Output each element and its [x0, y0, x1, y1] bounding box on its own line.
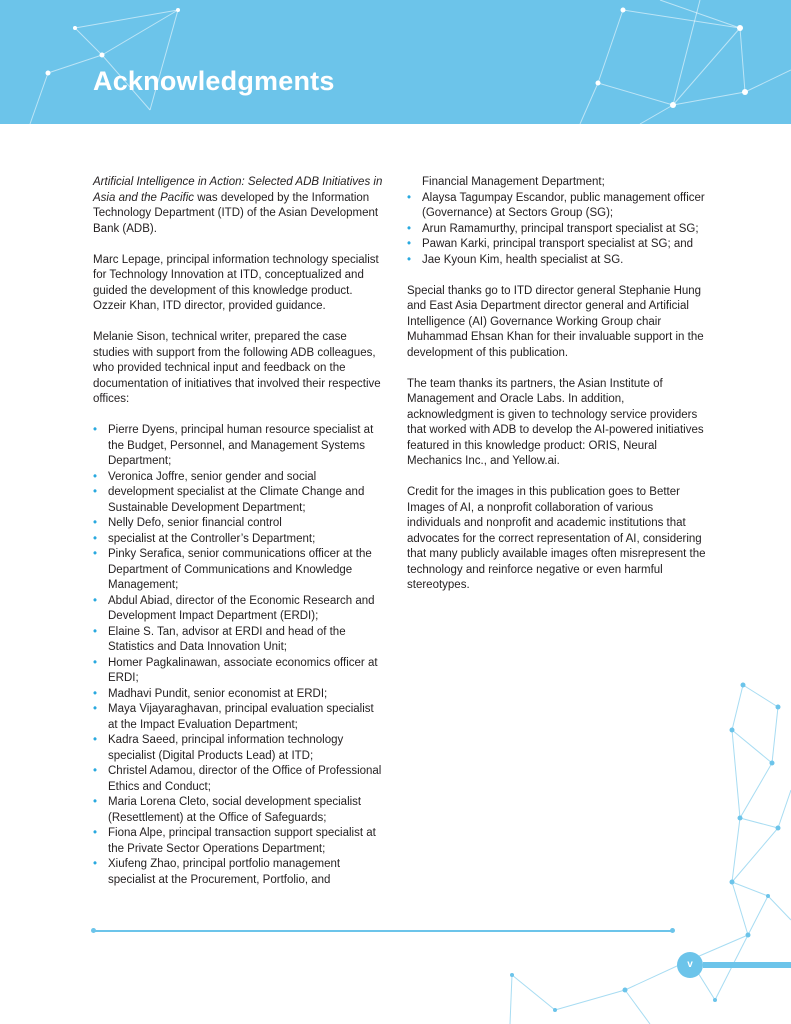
list-item: • Jae Kyoun Kim, health specialist at SG.	[407, 253, 707, 269]
publication-title: Artificial Intelligence in Action: Selected ADB Initiatives in Asia and the Pacific	[93, 176, 383, 204]
list-item: • Nelly Defo, senior financial control	[93, 516, 383, 532]
partners-paragraph: The team thanks its partners, the Asian Institute of Management and Oracle Labs. In addition, acknowledgment is given to technology service providers that worked with ADB to develop the AI-powered initiatives featured in this knowledge product: ORIS, Neural Mechanics Inc., and Yellow.ai.	[407, 377, 704, 467]
list-item: • Alaysa Tagumpay Escandor, public management officer (Governance) at Sectors Group (SG);	[407, 191, 707, 222]
network-decoration-icon	[500, 670, 791, 1024]
list-item: • Fiona Alpe, principal transaction support specialist at the Private Sector Operations Department;	[93, 826, 383, 857]
footer-rule	[93, 930, 673, 932]
list-item: • specialist at the Controller’s Department;	[93, 532, 383, 548]
page-title: Acknowledgments	[93, 66, 335, 96]
contributors-paragraph: Marc Lepage, principal information technology specialist for Technology Innovation at ITD, conceptualized and guided the development of this knowledge product. Ozzeir Khan, ITD director, provided guidance.	[93, 253, 379, 312]
footer-rule-start-dot	[91, 928, 96, 933]
colleague-list-continued	[407, 191, 707, 269]
list-item: • Maria Lorena Cleto, social development specialist (Resettlement) at the Office of Safeguards;	[93, 795, 383, 826]
list-item: • Veronica Joffre, senior gender and social	[93, 470, 383, 486]
network-pattern-icon	[0, 0, 791, 124]
list-item: • Xiufeng Zhao, principal portfolio management specialist at the Procurement, Portfolio, and	[93, 857, 383, 888]
intro-paragraph	[93, 175, 383, 237]
right-column	[407, 175, 707, 609]
list-item: • Abdul Abiad, director of the Economic Research and Development Impact Department (ERDI);	[93, 594, 383, 625]
image-credit-paragraph: Credit for the images in this publication goes to Better Images of AI, a nonprofit collaboration of various individuals and nonprofit and academic institutions that advocates for the correct representation of AI, considering that many publicly available images often misrepresent the technology and reinforce negative or even harmful stereotypes.	[407, 486, 706, 591]
list-item: • development specialist at the Climate Change and Sustainable Development Department;	[93, 485, 383, 516]
list-item: • Pawan Karki, principal transport specialist at SG; and	[407, 237, 707, 253]
list-item: • Madhavi Pundit, senior economist at ERDI;	[93, 687, 383, 703]
list-item: • Elaine S. Tan, advisor at ERDI and head of the Statistics and Data Innovation Unit;	[93, 625, 383, 656]
page-number: v	[677, 952, 703, 978]
intro-rest: was developed by the Information Technology Department (ITD) of the Asian Development Bank (ADB).	[93, 191, 379, 235]
special-thanks-paragraph: Special thanks go to ITD director general Stephanie Hung and East Asia Department director general and Artificial Intelligence (AI) Governance Working Group chair Muhammad Ehsan Khan for their invaluable support in the development of this publication.	[407, 284, 704, 359]
list-item: • Homer Pagkalinawan, associate economics officer at ERDI;	[93, 656, 383, 687]
page-badge-bar	[703, 962, 791, 968]
footer-rule-end-dot	[670, 928, 675, 933]
left-column	[93, 175, 383, 904]
list-item: • Arun Ramamurthy, principal transport specialist at SG;	[407, 222, 707, 238]
list-continuation: Financial Management Department;	[422, 176, 605, 188]
colleague-list	[93, 423, 383, 888]
header-banner	[0, 0, 791, 124]
list-item: • Maya Vijayaraghavan, principal evaluation specialist at the Impact Evaluation Department;	[93, 702, 383, 733]
list-item: • Pierre Dyens, principal human resource specialist at the Budget, Personnel, and Management Systems Department;	[93, 423, 383, 470]
list-item: • Pinky Serafica, senior communications officer at the Department of Communications and Knowledge Management;	[93, 547, 383, 594]
list-item: • Kadra Saeed, principal information technology specialist (Digital Products Lead) at ITD;	[93, 733, 383, 764]
list-item: • Christel Adamou, director of the Office of Professional Ethics and Conduct;	[93, 764, 383, 795]
writer-paragraph: Melanie Sison, technical writer, prepared the case studies with support from the following ADB colleagues, who provided technical input and feedback on the documentation of initiatives that involved their respective offices:	[93, 331, 381, 405]
